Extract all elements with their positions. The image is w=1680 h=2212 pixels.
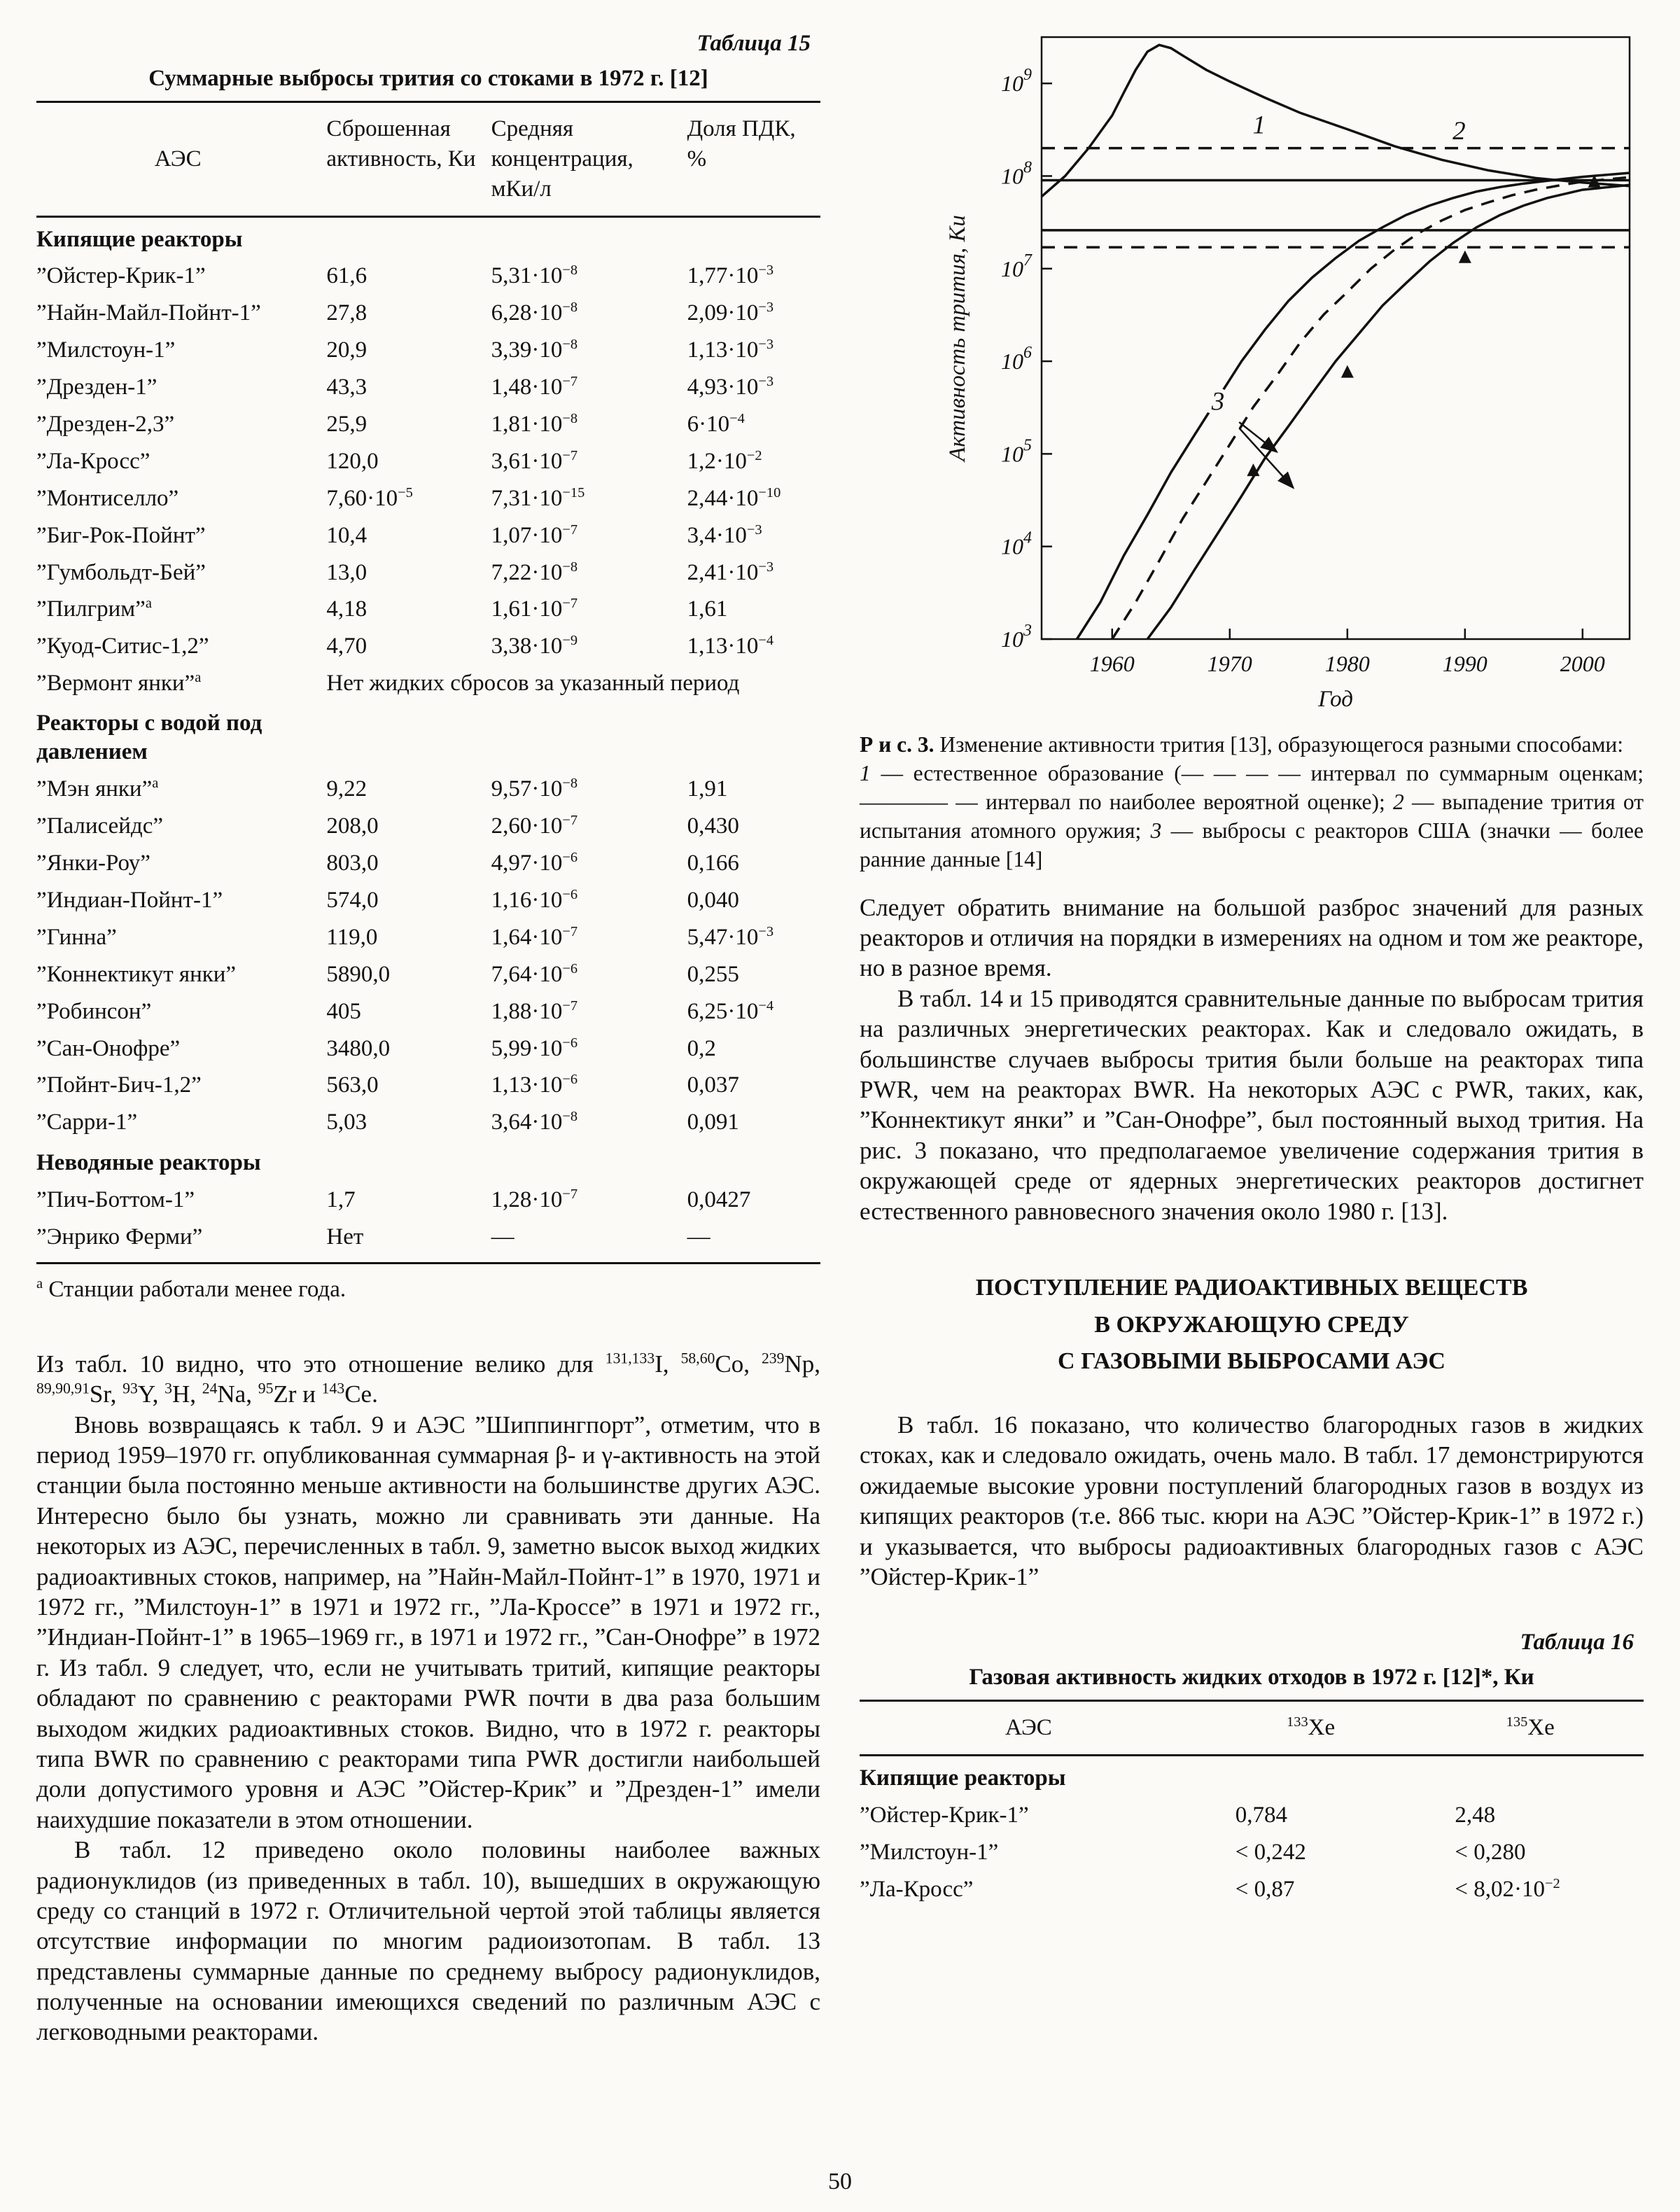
table-row: ”Гумбольдт-Бей” 13,0 $7,22\cdot 10^{-8}$ $2,41\cdot 10^{-3}$: [36, 559, 774, 585]
table-row: ”Сарри-1” 5,03 $3,64\cdot 10^{-8}$ 0,091: [36, 1109, 739, 1135]
table-row: ”Дрезден-1” 43,3 $1,48\cdot 10^{-7}$ $4,93\cdot 10^{-3}$: [36, 374, 774, 400]
tritium-activity-chart: [860, 27, 1640, 716]
svg-text:104: $10^4$: [1001, 528, 1032, 559]
svg-text:109: $10^9$: [1001, 66, 1032, 97]
table-section-row: Неводяные реакторы: [36, 1150, 261, 1176]
table-row: ”Ла-Кросс” 120,0 $3,61\cdot 10^{-7}$ $1,2\cdot 10^{-2}$: [36, 447, 762, 474]
svg-text:3: 3: [1211, 387, 1225, 416]
section-heading: ПОСТУПЛЕНИЕ РАДИОАКТИВНЫХ ВЕЩЕСТВ В ОКРУЖАЮЩУЮ СРЕДУ С ГАЗОВЫМИ ВЫБРОСАМИ АЭС: [975, 1274, 1528, 1375]
svg-text:1: 1: [1252, 111, 1266, 140]
table-row: ”Милстоун-1” 20,9 $3,39\cdot 10^{-8}$ $1,13\cdot 10^{-3}$: [36, 337, 774, 363]
svg-text:106: $10^6$: [1001, 344, 1032, 374]
paragraph: В табл. 12 приведено около половины наиболее важных радионуклидов (из приведенных в табл. 10), вышедших в окружающую среду со станций в 1972 г. Отличительной чертой этой таблицы является отсутствие информации по многим радиоизотопам. В табл. 13 представлены суммарные данные по среднему выбросу радионуклидов, полученные на основании имеющихся сведений по различным АЭС с легководными реакторами.: [36, 1836, 820, 2046]
figure-caption-head: Р и с. 3. Изменение активности трития [13], образующегося разными способами:: [860, 732, 1623, 757]
table-section-row: Кипящие реакторы: [860, 1765, 1066, 1791]
table-section-row: Кипящие реакторы: [36, 226, 243, 252]
table-row: ”Куод-Ситис-1,2” 4,70 $3,38\cdot 10^{-9}$ $1,13\cdot 10^{-4}$: [36, 633, 774, 659]
svg-text:Год: Год: [1318, 687, 1353, 712]
table-row: ”Пилгрим”$^а$ 4,18 $1,61\cdot 10^{-7}$ 1,61: [36, 596, 728, 622]
table-header-row: [860, 1701, 1644, 1756]
table-row: ”Мэн янки”$^а$ 9,22 $9,57\cdot 10^{-8}$ 1,91: [36, 776, 728, 802]
left-column: [36, 27, 820, 2047]
column-header: Сброшенная активность, Ки: [326, 102, 491, 216]
column-header: $^{133}$Xe: [1205, 1701, 1424, 1756]
table-16-block: [860, 1630, 1644, 1907]
svg-text:2000: 2000: [1560, 651, 1605, 676]
column-header: Средняя концентрация, мКи/л: [491, 102, 687, 216]
table-row: ”Ойстер-Крик-1” 0,784 2,48: [860, 1802, 1496, 1828]
table-15-label: Таблица 15: [696, 31, 811, 56]
column-header: Доля ПДК, %: [687, 102, 820, 216]
table-section-row: Реакторы с водой под давлением: [36, 710, 262, 765]
table-15-footnote: $^а$ Станции работали менее года.: [36, 1275, 346, 1302]
column-header: АЭС: [36, 102, 326, 216]
figure-caption-legend: 1 — естественное образование (— — — — интервал по суммарным оценкам; ———— — интервал по наиболее вероятной оценке); 2 — выпадение трития от испытания атомного оружия; 3 — выбросы с реакторов США (значки — более ранние данные [14]: [860, 760, 1644, 872]
table-row: ”Ойстер-Крик-1” 61,6 $5,31\cdot 10^{-8}$ $1,77\cdot 10^{-3}$: [36, 262, 774, 289]
svg-text:1980: 1980: [1324, 651, 1370, 676]
table-16: [860, 1700, 1644, 1907]
table-row: ”Найн-Майл-Пойнт-1” 27,8 $6,28\cdot 10^{-8}$ $2,09\cdot 10^{-3}$: [36, 300, 774, 326]
svg-text:1960: 1960: [1089, 651, 1135, 676]
svg-text:108: $10^8$: [1001, 158, 1032, 189]
right-body-text-bottom: [860, 1410, 1644, 1592]
table-row: ”Энрико Ферми” Нет — —: [36, 1219, 820, 1263]
svg-text:107: $10^7$: [1001, 251, 1032, 281]
paragraph: В табл. 16 показано, что количество благородных газов в жидких стоках, как и следовало ожидать, очень мало. В табл. 17 демонстрируются ожидаемые высокие уровни поступлений благородных газов в воздух из кипящих реакторов (т.е. 866 тыс. кюри на АЭС ”Ойстер-Крик-1” в 1972 г.) и указывается, что выбросы радиоактивных благородных газов с АЭС ”Ойстер-Крик-1”: [860, 1411, 1644, 1590]
svg-text:103: $10^3$: [1001, 622, 1032, 652]
paragraph: Следует обратить внимание на большой разброс значений для разных реакторов и отличия на порядки в измерениях на одном и том же реакторе, но в разное время.: [860, 893, 1644, 982]
table-row: ”Вермонт янки”$^а$ Нет жидких сбросов за указанный период: [36, 670, 740, 696]
table-row: ”Дрезден-2,3” 25,9 $1,81\cdot 10^{-8}$ $6\cdot 10^{-4}$: [36, 411, 745, 438]
svg-text:1970: 1970: [1207, 651, 1252, 676]
page-number: 50: [828, 2169, 852, 2194]
paragraph: Вновь возвращаясь к табл. 9 и АЭС ”Шиппингпорт”, отметим, что в период 1959–1970 гг. опубликованная суммарная β- и γ-активность на этой станции была постоянно меньше активности на большинстве других АЭС. Интересно было бы узнать, можно ли сравнивать эти данные. На некоторых из АЭС, перечисленных в табл. 9, заметно высок выход жидких радиоактивных стоков, например, на ”Найн-Майл-Пойнт-1” в 1970, 1971 и 1972 гг., ”Милстоун-1” в 1971 и 1972 гг., ”Ла-Кроссе” в 1971 и 1972 гг., ”Индиан-Пойнт-1” в 1965–1969 гг., в 1971 и 1972 гг., ”Сан-Онофре” в 1972 г. Из табл. 9 следует, что, если не учитывать тритий, кипящие реакторы обладают по сравнению с реакторами PWR почти в два раза большим выходом жидких радиоактивных стоков. Видно, что в 1972 г. реакторы типа BWR по сравнению с реакторами типа PWR достигли наибольшей доли допустимого уровня и АЭС ”Ойстер-Крик” и ”Дрезден-1” имели наихудшие показатели в этом отношении.: [36, 1410, 820, 1833]
table-row: ”Биг-Рок-Пойнт” 10,4 $1,07\cdot 10^{-7}$ $3,4\cdot 10^{-3}$: [36, 522, 762, 548]
right-column: [860, 27, 1644, 2047]
table-16-title: Газовая активность жидких отходов в 1972 г. [12]*, Ки: [969, 1665, 1534, 1690]
svg-text:105: $10^5$: [1001, 436, 1032, 467]
table-row: ”Пич-Боттом-1” 1,7 $1,28\cdot 10^{-7}$ 0,0427: [36, 1186, 751, 1213]
table-15: [36, 101, 820, 1264]
svg-text:1990: 1990: [1442, 651, 1488, 676]
paragraph: В табл. 14 и 15 приводятся сравнительные данные по выбросам трития на различных энергетических реакторах. Как и следовало ожидать, в большинстве случаев выбросы трития были больше на реакторах типа PWR, чем на реакторах BWR. На некоторых АЭС с PWR, таких, как, ”Коннектикут янки” и ”Сан-Онофре”, был постоянный выход трития. На рис. 3 показано, что предполагаемое увеличение содержания трития в окружающей среде от ядерных энергетических реакторов достигнет естественного равновесного значения около 1980 г. [13].: [860, 984, 1644, 1225]
table-row: ”Сан-Онофре” 3480,0 $5,99\cdot 10^{-6}$ 0,2: [36, 1035, 716, 1061]
table-15-title: Суммарные выбросы трития со стоками в 1972 г. [12]: [148, 66, 708, 91]
table-row: ”Коннектикут янки” 5890,0 $7,64\cdot 10^{-6}$ 0,255: [36, 960, 739, 987]
table-row: ”Ла-Кросс” < 0,87 < $8,02\cdot 10^{-2}$: [860, 1875, 1560, 1902]
table-row: ”Гинна” 119,0 $1,64\cdot 10^{-7}$ $5,47\cdot 10^{-3}$: [36, 923, 774, 950]
table-row: ”Янки-Роу” 803,0 $4,97\cdot 10^{-6}$ 0,166: [36, 850, 739, 876]
table-row: ”Монтиселло” $7,60\cdot 10^{-5}$ $7,31\cdot 10^{-15}$ $2,44\cdot 10^{-10}$: [36, 484, 781, 511]
svg-text:Активность трития, Ки: Активность трития, Ки: [945, 215, 970, 461]
table-row: ”Индиан-Пойнт-1” 574,0 $1,16\cdot 10^{-6}$ 0,040: [36, 886, 739, 913]
table-16-label: Таблица 16: [1520, 1630, 1634, 1656]
right-body-text-top: [860, 892, 1644, 1226]
paragraph: Из табл. 10 видно, что это отношение велико для $^{131,133}$I, $^{58,60}$Co, $^{239}$Np, $^{89,90,91}$Sr, $^{93}$Y, $^3$H, $^{24}$Na, $^{95}$Zr и $^{143}$Ce.: [36, 1350, 820, 1408]
table-header-row: [36, 102, 820, 216]
left-body-text: [36, 1349, 820, 2047]
table-row: ”Робинсон” 405 $1,88\cdot 10^{-7}$ $6,25\cdot 10^{-4}$: [36, 997, 774, 1024]
figure-caption: [860, 731, 1644, 874]
column-header: АЭС: [860, 1701, 1205, 1756]
table-row: ”Милстоун-1” < 0,242 < 0,280: [860, 1839, 1526, 1865]
table-row: ”Палисейдс” 208,0 $2,60\cdot 10^{-7}$ 0,430: [36, 813, 739, 839]
column-header: $^{135}$Xe: [1424, 1701, 1644, 1756]
svg-text:2: 2: [1452, 116, 1466, 146]
table-row: ”Пойнт-Бич-1,2” 563,0 $1,13\cdot 10^{-6}$ 0,037: [36, 1072, 739, 1098]
figure-3: [860, 27, 1644, 874]
